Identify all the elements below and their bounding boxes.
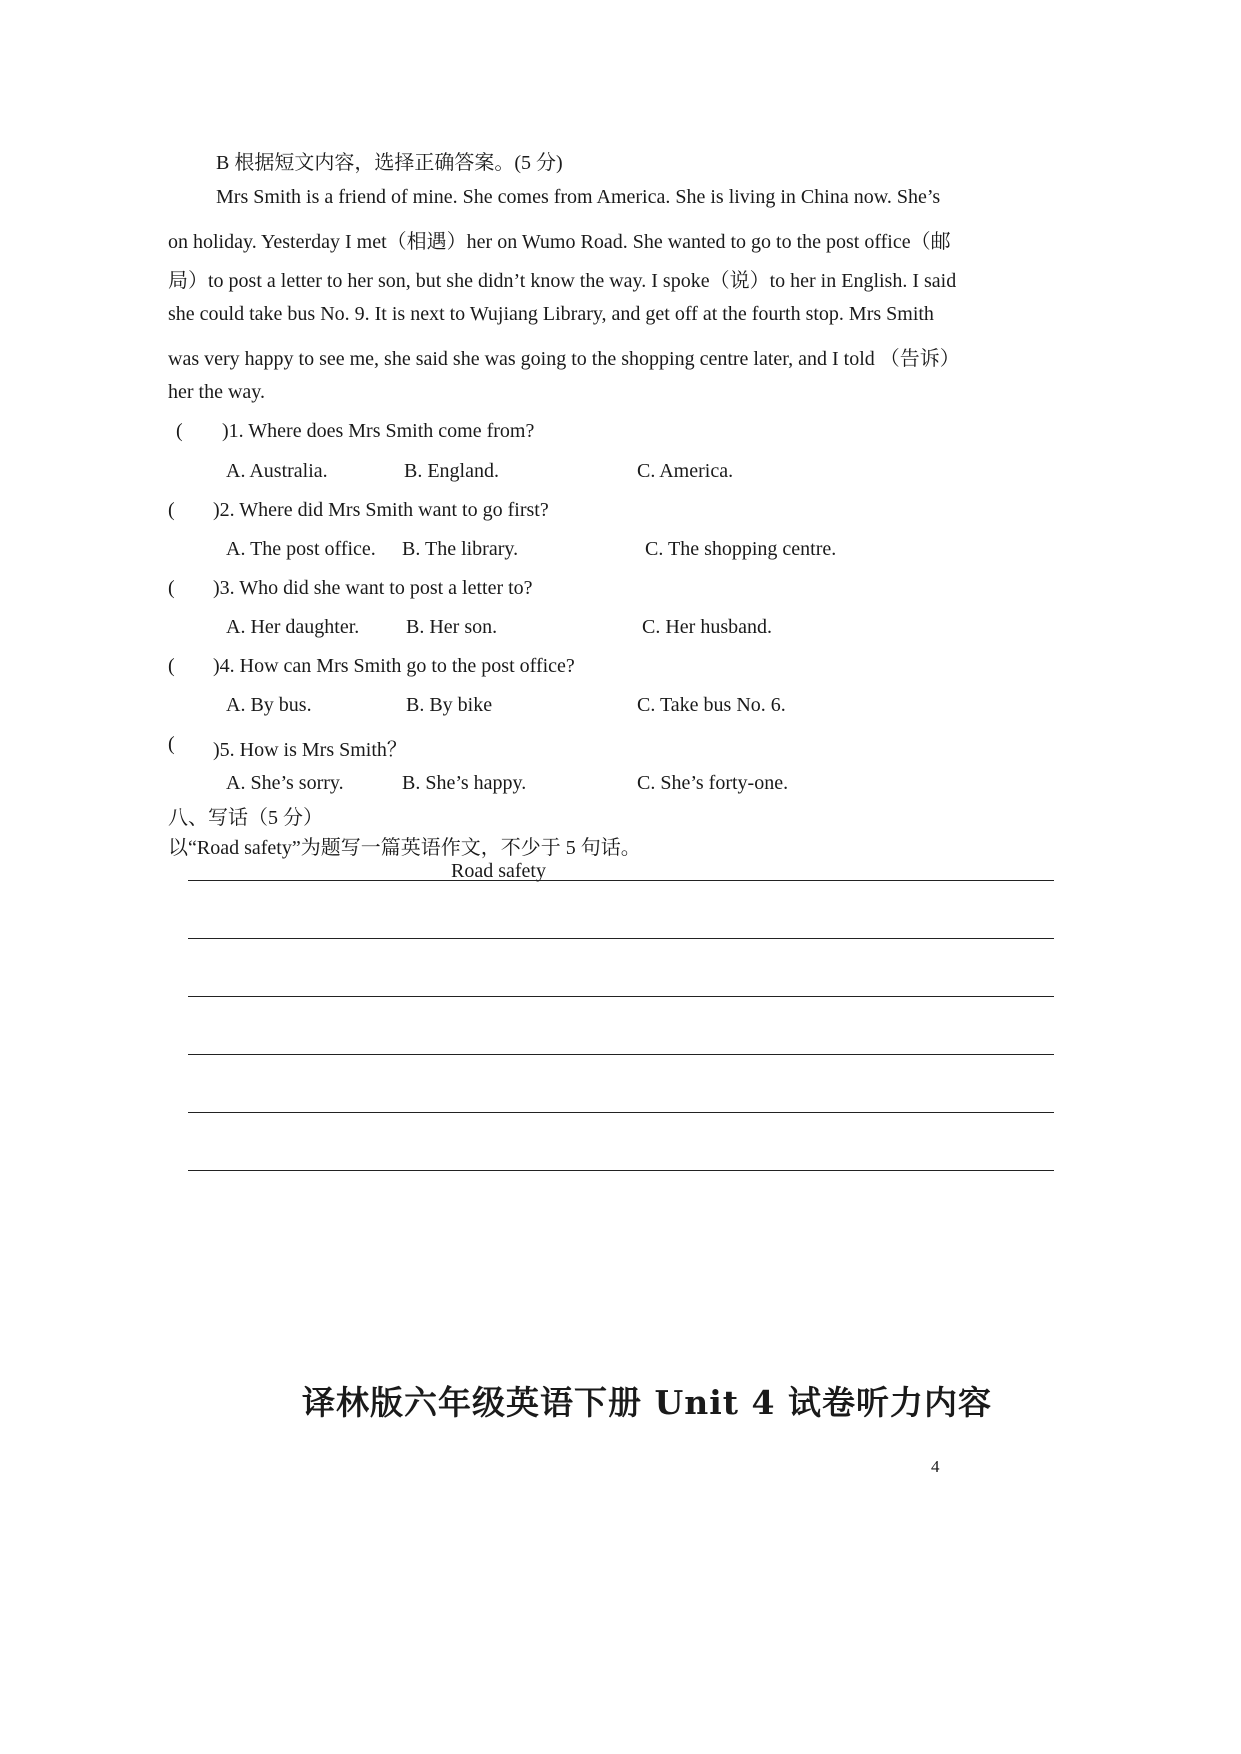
option-c: C. She’s forty-one. [637,772,789,794]
option-b: B. The library. [402,538,519,560]
passage-line: on holiday. Yesterday I met（相遇）her on Wumo Road. She wanted to go to the post office（邮 [168,231,951,253]
option-a: A. Australia. [226,460,328,482]
option-a: A. By bus. [226,694,312,716]
section-heading: B 根据短文内容，选择正确答案。(5 分) [216,152,563,174]
writing-line[interactable] [188,1054,1054,1055]
writing-instruction: 以“Road safety”为题写一篇英语作文，不少于 5 句话。 [168,837,641,859]
option-c: C. Take bus No. 6. [637,694,786,716]
option-c: C. Her husband. [642,616,772,638]
writing-line[interactable] [188,996,1054,997]
option-b: B. England. [404,460,499,482]
question-text: )1. Where does Mrs Smith come from? [222,420,535,442]
passage-line: was very happy to see me, she said she was going to the shopping centre later, and I told （告诉） [168,348,960,370]
writing-line[interactable] [188,1112,1054,1113]
answer-blank-open-paren[interactable]: ( [168,655,175,677]
option-b: B. Her son. [406,616,498,638]
passage-line: 局）to post a letter to her son, but she didn’t know the way. I spoke（说）to her in English. I said [168,270,957,292]
answer-blank-open-paren[interactable]: ( [168,733,175,755]
writing-heading: 八、写话（5 分） [168,807,323,829]
question-text: )4. How can Mrs Smith go to the post office? [213,655,575,677]
writing-line[interactable] [188,880,1054,881]
listening-section-title: 译林版六年级英语下册 Unit 4 试卷听力内容 [302,1383,992,1422]
question-text: )2. Where did Mrs Smith want to go first? [213,499,549,521]
option-c: C. America. [637,460,734,482]
page-number: 4 [931,1457,940,1476]
writing-topic: Road safety [451,860,546,882]
passage-line: Mrs Smith is a friend of mine. She comes from America. She is living in China now. She’s [216,186,941,208]
option-b: B. By bike [406,694,493,716]
answer-blank-open-paren[interactable]: ( [168,499,175,521]
writing-line[interactable] [188,1170,1054,1171]
option-c: C. The shopping centre. [645,538,837,560]
question-text: )5. How is Mrs Smith？ [213,739,407,761]
passage-line: her the way. [168,381,265,403]
option-b: B. She’s happy. [402,772,527,794]
option-a: A. She’s sorry. [226,772,344,794]
question-text: )3. Who did she want to post a letter to? [213,577,533,599]
writing-line[interactable] [188,938,1054,939]
option-a: A. The post office. [226,538,376,560]
answer-blank-open-paren[interactable]: ( [176,420,183,442]
passage-line: she could take bus No. 9. It is next to Wujiang Library, and get off at the fourth stop. Mrs Smith [168,303,934,325]
option-a: A. Her daughter. [226,616,360,638]
answer-blank-open-paren[interactable]: ( [168,577,175,599]
